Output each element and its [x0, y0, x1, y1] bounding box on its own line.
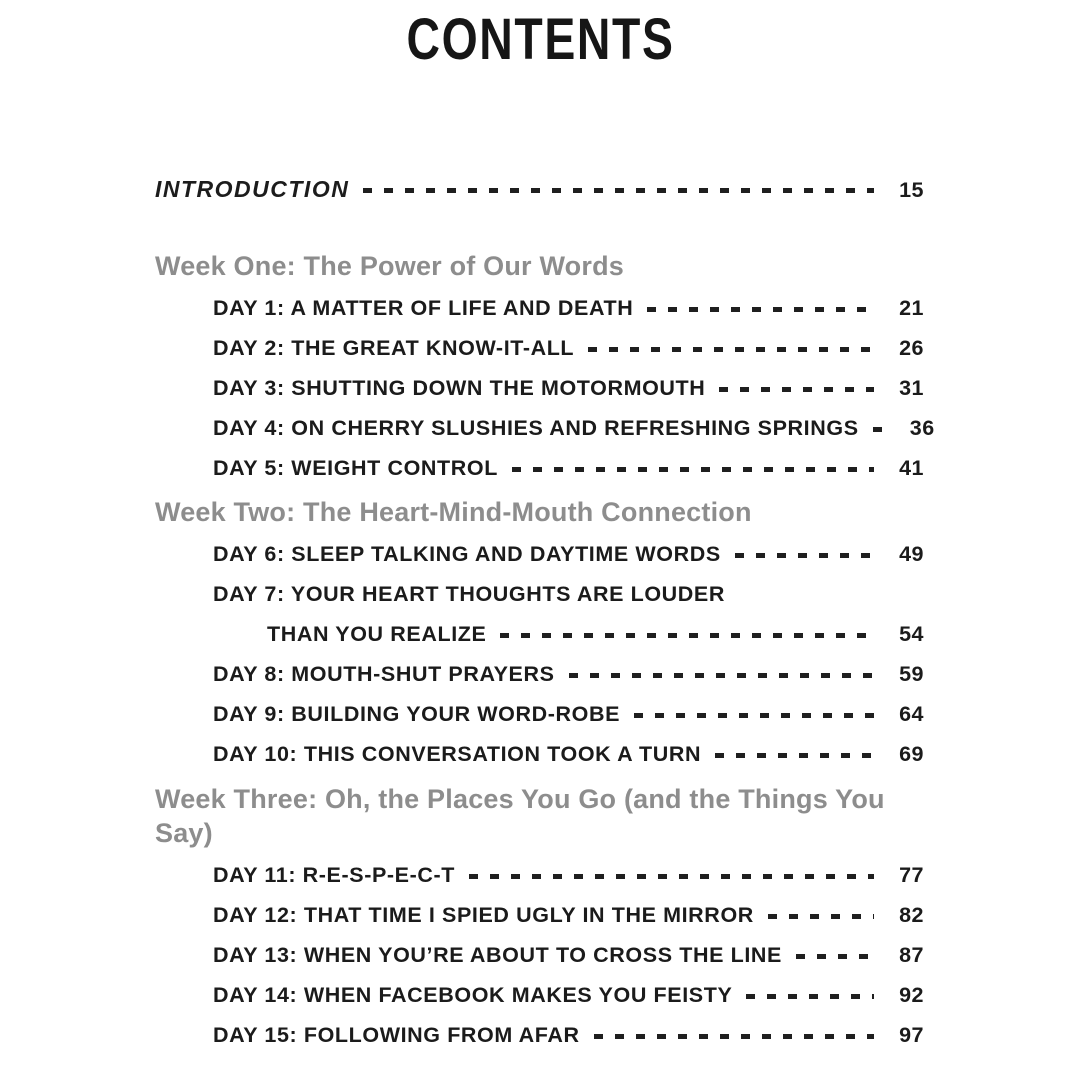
dash-leader — [634, 713, 874, 718]
toc-entry-label: INTRODUCTION — [155, 176, 350, 202]
page-title-text: CONTENTS — [406, 7, 674, 72]
toc-entry-page-number: 59 — [899, 662, 924, 686]
toc-entry-page-number: 41 — [899, 456, 924, 480]
toc-sections — [155, 249, 935, 1048]
toc-entry-label: DAY 5: WEIGHT CONTROL — [213, 456, 498, 480]
toc-entry-page-number: 54 — [899, 622, 924, 646]
toc-entry — [155, 701, 924, 727]
toc-entry-page-number: 97 — [899, 1023, 924, 1047]
toc-entry — [155, 295, 924, 321]
toc-entry-label: DAY 3: SHUTTING DOWN THE MOTORMOUTH — [213, 376, 706, 400]
toc-entry-page-number: 26 — [899, 336, 924, 360]
table-of-contents — [155, 176, 935, 1062]
toc-entry — [155, 862, 924, 888]
toc-entry-page-number: 49 — [899, 542, 924, 566]
toc-entry — [155, 455, 924, 481]
dash-leader — [588, 347, 874, 352]
dash-leader — [569, 673, 874, 678]
toc-entry-label: DAY 10: THIS CONVERSATION TOOK A TURN — [213, 742, 702, 766]
toc-entry-label: DAY 15: FOLLOWING FROM AFAR — [213, 1023, 580, 1047]
toc-entry — [155, 661, 924, 687]
toc-entry-label: DAY 12: THAT TIME I SPIED UGLY IN THE MIRROR — [213, 903, 754, 927]
dash-leader — [719, 387, 874, 392]
toc-entry — [155, 902, 924, 928]
toc-entry-label: DAY 2: THE GREAT KNOW-IT-ALL — [213, 336, 575, 360]
toc-entry-continuation — [155, 621, 924, 647]
toc-entry-label: DAY 1: A MATTER OF LIFE AND DEATH — [213, 296, 634, 320]
dash-leader — [647, 307, 874, 312]
toc-entry-label: DAY 13: WHEN YOU’RE ABOUT TO CROSS THE LINE — [213, 943, 782, 967]
dash-leader — [735, 553, 874, 558]
toc-entry-label: DAY 8: MOUTH-SHUT PRAYERS — [213, 662, 555, 686]
page-title — [0, 8, 1080, 72]
toc-entry-page-number: 15 — [899, 178, 924, 202]
toc-entry — [155, 335, 924, 361]
toc-entry-page-number: 92 — [899, 983, 924, 1007]
toc-entry — [155, 541, 924, 567]
toc-entry — [155, 942, 924, 968]
dash-leader — [594, 1034, 874, 1039]
dash-leader — [873, 427, 885, 432]
toc-entry — [155, 375, 924, 401]
toc-entry-page-number: 64 — [899, 702, 924, 726]
dash-leader — [746, 994, 874, 999]
contents-page — [0, 8, 1080, 1080]
week-heading: Week Two: The Heart-Mind-Mouth Connection — [155, 497, 752, 527]
toc-entry-label-continuation: THAN YOU REALIZE — [267, 622, 487, 646]
toc-entry-page-number: 87 — [899, 943, 924, 967]
toc-entry-page-number: 69 — [899, 742, 924, 766]
toc-entry-label: DAY 7: YOUR HEART THOUGHTS ARE LOUDER — [213, 582, 725, 606]
toc-entry-label: DAY 6: SLEEP TALKING AND DAYTIME WORDS — [213, 542, 721, 566]
toc-entry-page-number: 31 — [899, 376, 924, 400]
toc-section — [155, 249, 935, 481]
dash-leader — [796, 954, 874, 959]
toc-entry — [155, 415, 935, 441]
toc-entry-label: DAY 9: BUILDING YOUR WORD-ROBE — [213, 702, 621, 726]
dash-leader — [512, 467, 874, 472]
toc-entry-label: DAY 11: R-E-S-P-E-C-T — [213, 863, 455, 887]
toc-entry — [155, 741, 924, 767]
toc-entry — [155, 1022, 924, 1048]
toc-entry-introduction — [155, 176, 924, 203]
toc-entry — [155, 581, 924, 607]
toc-section — [155, 495, 924, 767]
toc-entry-page-number: 82 — [899, 903, 924, 927]
week-heading: Week One: The Power of Our Words — [155, 251, 624, 281]
toc-entry-page-number: 36 — [909, 416, 935, 440]
toc-entry-label: DAY 14: WHEN FACEBOOK MAKES YOU FEISTY — [213, 983, 733, 1007]
dash-leader — [500, 633, 874, 638]
dash-leader — [715, 753, 874, 758]
toc-entry-label: DAY 4: ON CHERRY SLUSHIES AND REFRESHING SPRINGS — [213, 416, 859, 440]
dash-leader — [768, 914, 874, 919]
toc-entry-page-number: 77 — [899, 863, 924, 887]
toc-section — [155, 782, 924, 1048]
dash-leader — [363, 188, 874, 193]
dash-leader — [469, 874, 874, 879]
toc-entry-page-number: 21 — [899, 296, 924, 320]
toc-entry — [155, 982, 924, 1008]
week-heading: Week Three: Oh, the Places You Go (and the Things You Say) — [155, 784, 885, 848]
